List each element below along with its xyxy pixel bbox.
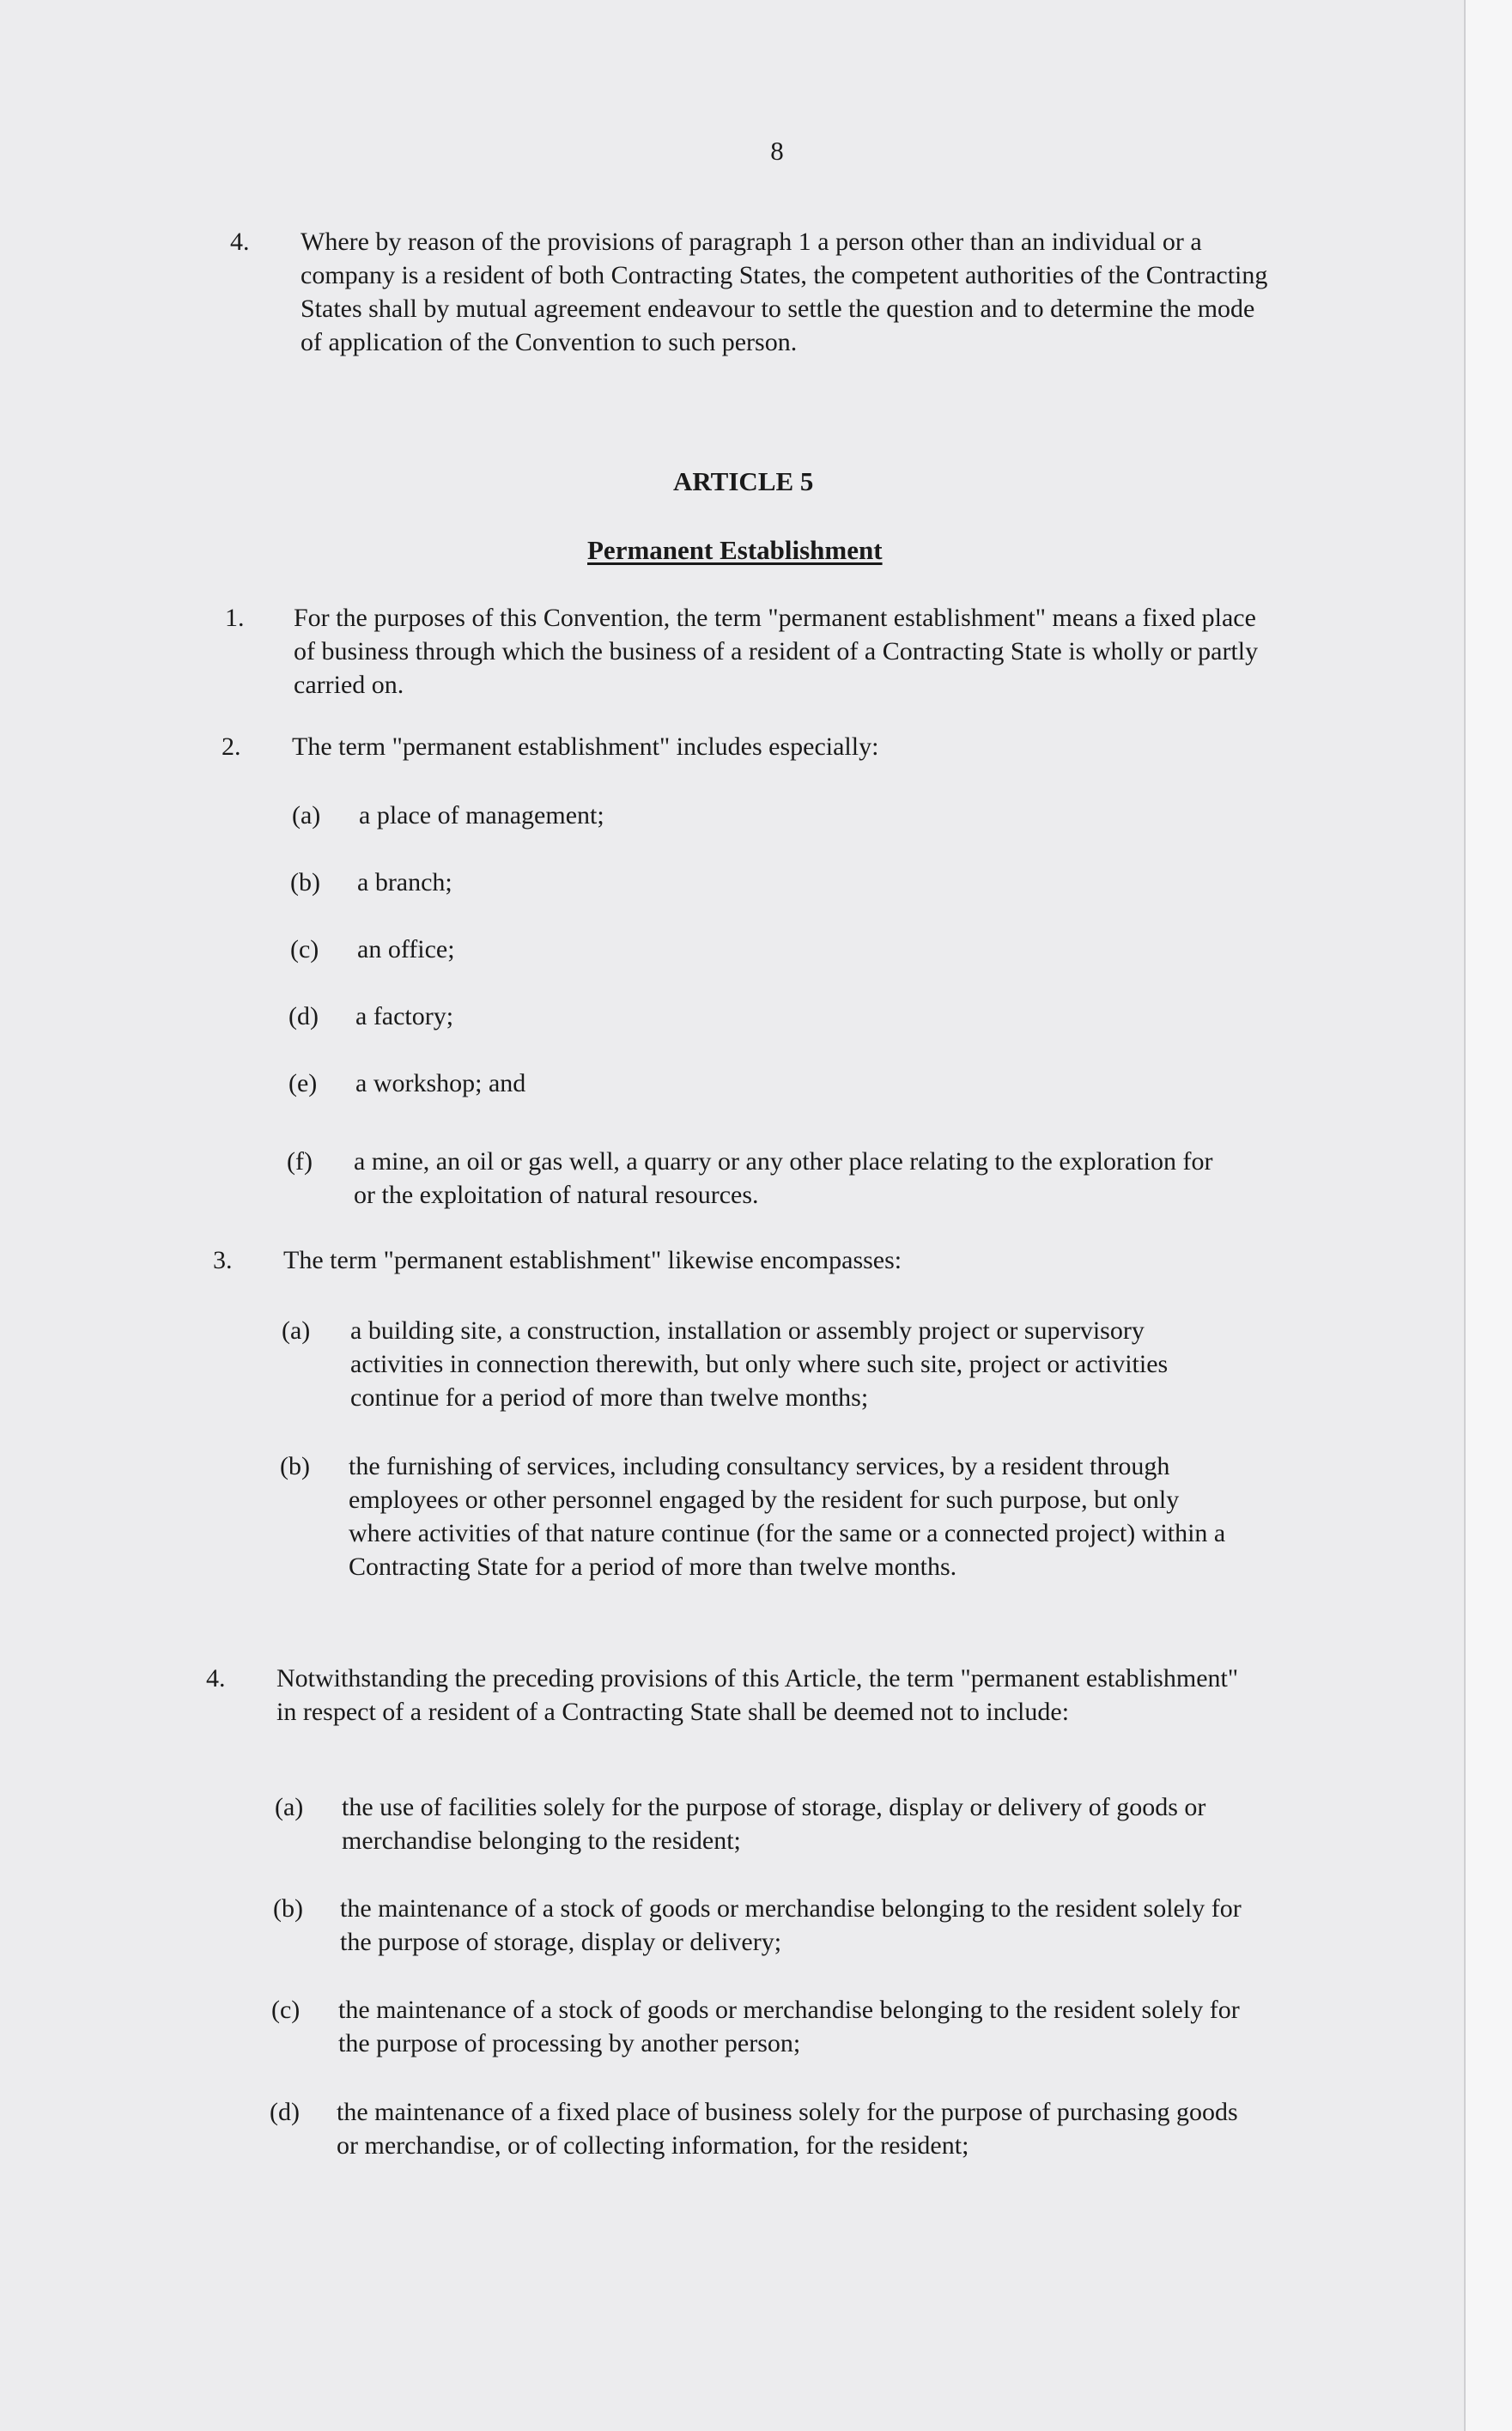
list-text: a workshop; and: [355, 1069, 526, 1097]
paragraph-number: 4.: [206, 1664, 226, 1693]
list-marker: (a): [292, 801, 321, 830]
list-marker: (b): [290, 868, 320, 896]
list-marker: (d): [270, 2098, 300, 2126]
page-edge: [1464, 0, 1512, 2431]
list-marker: (c): [290, 935, 319, 963]
list-text: a place of management;: [359, 801, 604, 830]
list-marker: (a): [282, 1316, 311, 1345]
list-text: the maintenance of a fixed place of business solely for the purpose of purchasing goods or merchandise, or of collecting information, for the resident;: [337, 2098, 1238, 2160]
paragraph-text: Notwithstanding the preceding provisions of this Article, the term "permanent establishment" in respect of a resident of a Contracting State shall be deemed not to include:: [276, 1664, 1239, 1726]
paragraph-text: The term "permanent establishment" likewise encompasses:: [283, 1246, 902, 1274]
list-text: a branch;: [357, 868, 452, 896]
list-marker: (b): [280, 1452, 310, 1480]
article-subheading: Permanent Establishment: [587, 535, 883, 565]
page-number: 8: [770, 136, 784, 166]
list-marker: (d): [288, 1002, 319, 1030]
paragraph-number: 1.: [225, 604, 245, 632]
list-text: the maintenance of a stock of goods or merchandise belonging to the resident solely for the purpose of processing by another person;: [338, 1996, 1240, 2057]
paragraph-text: For the purposes of this Convention, the term "permanent establishment" means a fixed place of business through which the business of a resident of a Contracting State is wholly or partly carried on.: [294, 604, 1259, 699]
list-text: a factory;: [355, 1002, 454, 1030]
list-text: the furnishing of services, including consultancy services, by a resident through employees or other personnel engaged by the resident for such purpose, but only where activities of that nature continue (for the same or a connected project) within a Contracting State for a period of more than twelve months.: [349, 1452, 1226, 1581]
list-text: a mine, an oil or gas well, a quarry or any other place relating to the exploration for or the exploitation of natural resources.: [354, 1147, 1213, 1209]
paragraph-number: 2.: [222, 732, 241, 761]
article-heading: ARTICLE 5: [673, 466, 814, 496]
paragraph-number: 3.: [213, 1246, 233, 1274]
list-text: an office;: [357, 935, 455, 963]
list-marker: (e): [288, 1069, 318, 1097]
paragraph-text: Where by reason of the provisions of paragraph 1 a person other than an individual or a company is a resident of both Contracting States, the competent authorities of the Contracting States shall by mutual agreement endeavour to settle the question and to determine the mode of application of the Convention to such person.: [301, 228, 1268, 356]
list-text: the maintenance of a stock of goods or merchandise belonging to the resident solely for the purpose of storage, display or delivery;: [340, 1894, 1242, 1956]
list-text: a building site, a construction, installation or assembly project or supervisory activities in connection therewith, but only where such site, project or activities continue for a period of more than twelve months;: [350, 1316, 1169, 1412]
list-marker: (f): [287, 1147, 313, 1176]
list-marker: (c): [271, 1996, 301, 2024]
list-marker: (b): [273, 1894, 303, 1923]
paragraph-number: 4.: [230, 228, 250, 256]
list-text: the use of facilities solely for the purpose of storage, display or delivery of goods or merchandise belonging to the resident;: [342, 1793, 1206, 1855]
paragraph-text: The term "permanent establishment" includes especially:: [292, 732, 879, 761]
list-marker: (a): [275, 1793, 304, 1821]
